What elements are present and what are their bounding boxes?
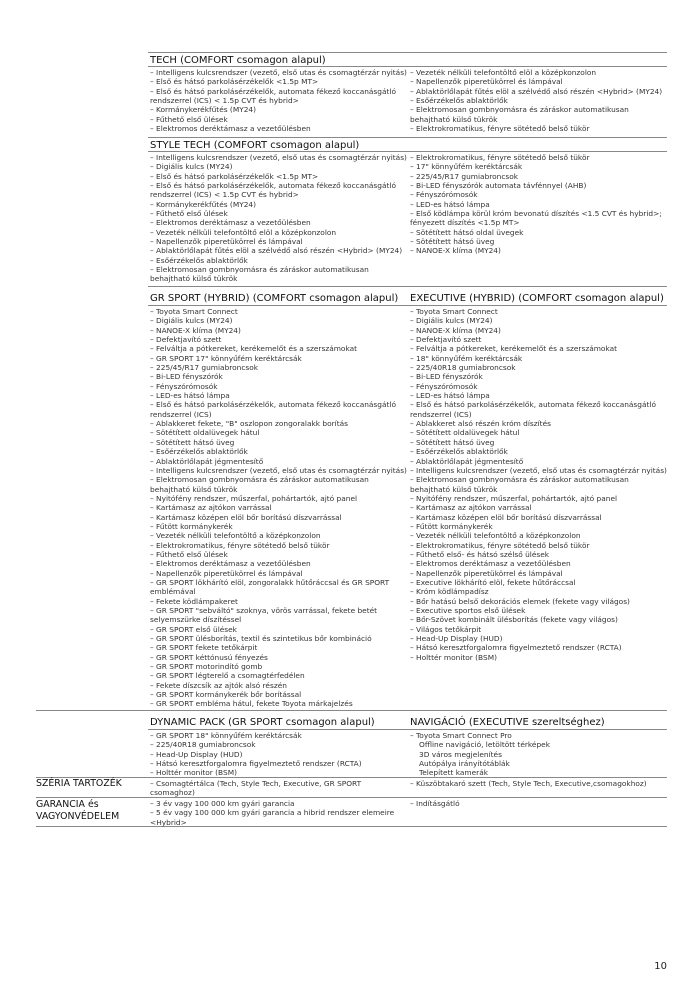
page-number: 10 <box>654 961 667 972</box>
list-item: – GR SPORT kormánykerék bőr borítással <box>150 690 302 700</box>
list-item <box>410 750 667 759</box>
garancia-right-list <box>410 799 667 808</box>
list-item: – Bi-LED fényszórók automata távfénnyel (AHB) <box>410 181 587 191</box>
divider <box>36 710 667 711</box>
list-item: – Sötétített oldalüvegek hátul <box>410 428 520 438</box>
list-item: – Vezeték nélküli telefontöltő elöl a középkonzolon <box>150 227 337 237</box>
list-item: – Fűthető első ülések <box>150 549 228 559</box>
list-item: – Vezeték nélküli telefontöltő a középkonzolon <box>150 531 321 541</box>
list-item: – Elektromos deréktámasz a vezetőülésben <box>410 559 571 569</box>
list-item: – Vezeték nélküli telefontöltő a középkonzolon <box>410 531 581 541</box>
list-item: – Első és hátsó parkolásérzékelők, automata fékező koccanásgátló rendszerrel (ICS) < 1.5p CVT és hybrid> <box>150 86 396 106</box>
list-item: – 225/45/R17 gumiabroncsok <box>410 171 519 181</box>
list-item: – Toyota Smart Connect Pro <box>410 731 512 740</box>
list-item: – Elektromosan gombnyomásra és záráskor automatikusan behajtható külső tükrök <box>150 265 369 284</box>
list-item: – Sötétített hátsó üveg <box>410 237 495 247</box>
list-item: – Első és hátsó parkolásérzékelők, automata fékező koccanásgátló rendszerrel (ICS) <box>150 400 396 419</box>
divider <box>148 286 667 287</box>
list-item: – Fűthető első ülések <box>150 114 228 124</box>
list-item: – Első ködlámpa körül króm bevonatú díszítés <1.5 CVT és hybrid>; fényezett díszítés <1.5p MT> <box>410 209 662 228</box>
list-item: – Elektrokromatikus, fényre sötétedő belső tükör <box>410 153 590 162</box>
list-item: – Esőérzékelős ablaktörlők <box>150 447 248 457</box>
list-item: – Intelligens kulcsrendszer (vezető, első utas és csomagtérzár nyitás) <box>410 465 667 475</box>
list-item: – GR SPORT ülésborítás, textil és szintetikus bőr kombináció <box>150 634 372 644</box>
list-item: – Első és hátsó parkolásérzékelők, automata fékező koccanásgátló rendszerrel (ICS) < 1.5p CVT és hybrid> <box>150 181 396 200</box>
list-item: – Elektrokromatikus, fényre sötétedő belső tükör <box>410 124 590 134</box>
section-title-executive: EXECUTIVE (HYBRID) (COMFORT csomagon alapul) <box>410 293 664 304</box>
list-item: – Csomagtértálca (Tech, Style Tech, Executive, GR SPORT csomaghoz) <box>150 779 362 798</box>
list-item: – Bi-LED fényszórók <box>410 372 483 382</box>
list-item: – Sötétített oldalüvegek hátul <box>150 428 260 438</box>
list-item: – Világos tetőkárpit <box>410 624 482 634</box>
tech-right-list <box>410 68 667 133</box>
list-item: – Fűthető első ülések <box>150 209 228 219</box>
list-item: – Intelligens kulcsrendszer (vezető, első utas és csomagtérzár nyitás) <box>150 68 407 77</box>
style-tech-left-list <box>150 153 408 284</box>
list-item: – GR SPORT 18" könnyűfém keréktárcsák <box>150 731 302 740</box>
divider <box>148 729 667 730</box>
list-item: – GR SPORT légterelő a csomagtérfedélen <box>150 671 305 681</box>
list-item: – 17" könnyűfém keréktárcsák <box>410 162 523 172</box>
navigacio-list <box>410 731 667 778</box>
list-item <box>410 768 667 777</box>
list-item: – Nyitófény rendszer, műszerfal, pohártartók, ajtó panel <box>410 493 618 503</box>
garancia-left-list <box>150 799 408 827</box>
list-item: – NANOE-X klíma (MY24) <box>410 246 501 256</box>
list-item: – Sötétített hátsó üveg <box>150 437 235 447</box>
list-item: – Kormánykerékfűtés (MY24) <box>150 105 256 115</box>
list-item: – 225/40R18 gumiabroncsok <box>150 740 256 750</box>
list-item: – Kartámasz az ajtókon varrással <box>410 503 532 513</box>
list-item: – GR SPORT motorindító gomb <box>150 662 263 672</box>
list-item: – Bőr-Szövet kombinált ülésborítás (fekete vagy világos) <box>410 615 618 625</box>
list-subitem: Autópálya irányítótáblák <box>419 759 510 769</box>
dynamic-pack-list <box>150 731 408 778</box>
list-item: – Intelligens kulcsrendszer (vezető, első utas és csomagtérzár nyitás) <box>150 153 407 162</box>
divider <box>148 52 667 53</box>
list-item: – Elektrokromatikus, fényre sötétedő belső tükör <box>410 540 590 550</box>
list-item: – Első és hátsó parkolásérzékelők <1.5p MT> <box>150 171 319 181</box>
list-item: – Holttér monitor (BSM) <box>150 768 237 778</box>
list-item: – Fekete ködlámpakeret <box>150 596 238 606</box>
list-item: – Fűtött kormánykerék <box>410 521 493 531</box>
row-label-line: VAGYONVÉDELEM <box>36 811 120 822</box>
list-item: – Fényszórómosók <box>410 381 478 391</box>
list-item <box>410 740 667 749</box>
list-item: – Ablakkeret fekete, "B" oszlopon zongoralakk borítás <box>150 419 348 429</box>
list-item: – LED-es hátsó lámpa <box>410 391 490 401</box>
list-item: – Indításgátló <box>410 799 460 808</box>
list-item: – Fényszórómosók <box>410 190 478 200</box>
list-item: – GR SPORT embléma hátul, fekete Toyota márkajelzés <box>150 699 353 709</box>
list-item: – 18" könnyűfém keréktárcsák <box>410 353 523 363</box>
list-item: – GR SPORT "sebváltó" szoknya, vörös varrással, fekete betét selyemszürke díszítéssel <box>150 606 378 625</box>
row-label-garancia <box>36 799 119 823</box>
list-item: – Defektjavító szett <box>150 335 222 345</box>
list-item: – Elektrokromatikus, fényre sötétedő belső tükör <box>150 540 330 550</box>
list-item: – Vezeték nélküli telefontöltő elöl a középkonzolon <box>410 68 597 77</box>
list-item: – GR SPORT kéttónusú fényezés <box>150 652 268 662</box>
list-item: – Ablaktörlőlapát fűtés elöl a szélvédő alsó részén <Hybrid> (MY24) <box>410 86 663 96</box>
list-item: – Defektjavító szett <box>410 335 482 345</box>
list-item: – Fényszórómosók <box>150 381 218 391</box>
list-item: – Fűthető első- és hátsó szélső ülések <box>410 549 550 559</box>
list-item: – Napellenzők piperetükörrel és lámpával <box>150 237 303 247</box>
list-subitem: Offline navigáció, letöltött térképek <box>419 740 550 750</box>
executive-list <box>410 307 667 662</box>
list-item: – Hátsó keresztforgalomra figyelmeztető rendszer (RCTA) <box>410 643 622 653</box>
section-title-dynamic-pack: DYNAMIC PACK (GR SPORT csomagon alapul) <box>150 717 375 728</box>
list-subitem: 3D város megjelenítés <box>419 749 502 759</box>
list-item: – 225/40R18 gumiabroncsok <box>410 363 516 373</box>
list-item: – Kartámasz középen elöl bőr borítású díszvarrással <box>150 512 342 522</box>
list-item: – Elektromos deréktámasz a vezetőülésben <box>150 218 311 228</box>
style-tech-right-list <box>410 153 667 256</box>
list-item: – Elektromosan gombnyomásra és záráskor automatikusan behajtható külső tükrök <box>150 475 369 494</box>
list-item: – Esőérzékelős ablaktörlők <box>410 96 508 106</box>
list-item: – NANOE-X klíma (MY24) <box>410 325 501 335</box>
list-item: – Holttér monitor (BSM) <box>410 652 497 662</box>
list-item: – Ablaktörlőlapát fűtés elöl a szélvédő alsó részén <Hybrid> (MY24) <box>150 246 403 256</box>
list-item: – Első és hátsó parkolásérzékelők, automata fékező koccanásgátló rendszerrel (ICS) <box>410 400 656 419</box>
szeria-right-list <box>410 779 667 788</box>
list-item: – Bi-LED fényszórók <box>150 372 223 382</box>
list-item: – GR SPORT lökhárító elöl, zongoralakk hűtőráccsal és GR SPORT emblémával <box>150 577 390 597</box>
list-item: – Ablaktörlőlapát jégmentesítő <box>150 456 264 466</box>
section-title-gr-sport: GR SPORT (HYBRID) (COMFORT csomagon alapul) <box>150 293 399 304</box>
list-item: – Digiális kulcs (MY24) <box>150 162 233 172</box>
list-item: – Kartámasz középen elöl bőr borítású díszvarrással <box>410 512 602 522</box>
list-item: – Kartámasz az ajtókon varrással <box>150 503 272 513</box>
list-item: – GR SPORT első ülések <box>150 624 237 634</box>
list-item: – Digiális kulcs (MY24) <box>410 316 493 326</box>
list-item: – Króm ködlámpadísz <box>410 587 489 597</box>
list-item <box>410 759 667 768</box>
section-title-navigacio: NAVIGÁCIÓ (EXECUTIVE szereltséghez) <box>410 717 605 728</box>
list-item: – Executive lökhárító elöl, fekete hűtőráccsal <box>410 577 576 587</box>
list-item: – LED-es hátsó lámpa <box>410 199 490 209</box>
list-item: – Ablakkeret alsó részén króm díszítés <box>410 419 551 429</box>
list-item: – Fekete díszcsík az ajtók alsó részén <box>150 680 287 690</box>
list-item: – Nyitófény rendszer, műszerfal, pohártartók, ajtó panel <box>150 493 358 503</box>
list-item: – GR SPORT fekete tetőkárpit <box>150 643 258 653</box>
list-item: – 225/45/R17 gumiabroncsok <box>150 363 259 373</box>
list-item: – Elektromosan gombnyomásra és záráskor automatikusan behajtható külső tükrök <box>410 475 629 494</box>
list-item: – Toyota Smart Connect <box>410 307 498 316</box>
list-item: – Esőérzékelős ablaktörlők <box>150 255 248 265</box>
list-item: – Elektromos deréktámasz a vezetőülésben <box>150 124 311 134</box>
list-item: – Esőérzékelős ablaktörlők <box>410 447 508 457</box>
list-item: – GR SPORT 17" könnyűfém keréktárcsák <box>150 353 302 363</box>
list-item: – Toyota Smart Connect <box>150 307 238 316</box>
list-item: – Felváltja a pótkereket, kerékemelőt és a szerszámokat <box>410 344 618 354</box>
list-item: – Sötétített hátsó üveg <box>410 437 495 447</box>
section-title-tech: TECH (COMFORT csomagon alapul) <box>150 55 326 66</box>
list-item: – Intelligens kulcsrendszer (vezető, első utas és csomagtérzár nyitás) <box>150 465 407 475</box>
list-item: – Head-Up Display (HUD) <box>150 749 243 759</box>
section-title-style-tech: STYLE TECH (COMFORT csomagon alapul) <box>150 140 360 151</box>
list-item: – Bőr hatású belső dekorációs elemek (fekete vagy világos) <box>410 596 630 606</box>
list-item: – Felváltja a pótkereket, kerékemelőt és a szerszámokat <box>150 344 358 354</box>
row-label-szeria: SZÉRIA TARTOZÉK <box>36 778 122 789</box>
list-item: – Sötétített hátsó oldal üvegek <box>410 227 524 237</box>
list-item: – Küszöbtakaró szett (Tech, Style Tech, Executive,csomagokhoz) <box>410 779 647 788</box>
gr-sport-list <box>150 307 408 709</box>
list-item: – Elektromosan gombnyomásra és záráskor automatikusan behajtható külső tükrök <box>410 105 629 124</box>
list-item: – Ablaktörlőlapát jégmentesítő <box>410 456 524 466</box>
list-item: – Kormánykerékfűtés (MY24) <box>150 199 256 209</box>
szeria-left-list <box>150 779 408 798</box>
list-item: – Head-Up Display (HUD) <box>410 634 503 644</box>
list-item: – Napellenzők piperetükörrel és lámpával <box>150 568 303 578</box>
list-item: – Első és hátsó parkolásérzékelők <1.5p MT> <box>150 77 319 87</box>
list-item: – Napellenzők piperetükörrel és lámpával <box>410 568 563 578</box>
list-item: – LED-es hátsó lámpa <box>150 391 230 401</box>
list-item: – Fűtött kormánykerék <box>150 521 233 531</box>
divider <box>148 137 667 138</box>
list-item: – Elektromos deréktámasz a vezetőülésben <box>150 559 311 569</box>
list-item: – Hátsó keresztforgalomra figyelmeztető rendszer (RCTA) <box>150 759 362 769</box>
list-item: – Executive sportos első ülések <box>410 606 526 615</box>
list-item: – NANOE-X klíma (MY24) <box>150 325 241 335</box>
list-item: – 5 év vagy 100 000 km gyári garancia a hibrid rendszer elemeire <Hybrid> <box>150 808 395 827</box>
tech-left-list <box>150 68 408 133</box>
list-item: – Digiális kulcs (MY24) <box>150 316 233 326</box>
list-item: – 3 év vagy 100 000 km gyári garancia <box>150 799 295 808</box>
list-item: – Napellenzők piperetükörrel és lámpával <box>410 77 563 87</box>
list-subitem: Telepített kamerák <box>419 768 489 778</box>
divider <box>148 305 667 306</box>
row-label-line: GARANCIA és <box>36 799 99 810</box>
